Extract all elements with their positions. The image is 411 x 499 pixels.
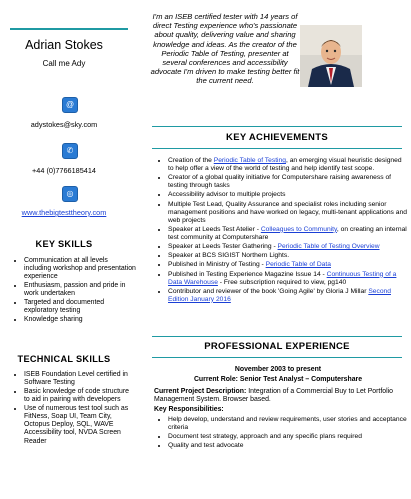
- achievement-text: Accessibility advisor to multiple projects: [168, 191, 286, 199]
- key-skills-list: [14, 257, 136, 325]
- project-description: [154, 388, 402, 405]
- achievement-item: [168, 157, 408, 173]
- professional-experience-title: PROFESSIONAL EXPERIENCE: [204, 341, 350, 352]
- achievements-rule-top: [152, 126, 402, 127]
- achievement-text: Speaker at Leeds Tester Gathering -: [168, 242, 278, 250]
- responsibilities-label: Key Responsibilities:: [154, 406, 224, 413]
- achievement-text: Published in Ministry of Testing -: [168, 261, 266, 269]
- achievement-item: [168, 261, 408, 269]
- achievement-text: Speaker at BCS SIGIST Northern Lights.: [168, 252, 290, 260]
- achievement-text: Published in Testing Experience Magazine Issue 14 -: [168, 270, 327, 278]
- achievements-rule-bottom: [152, 148, 402, 149]
- achievement-text: Creator of a global quality initiative for Computershare raising awareness of testing through tasks: [168, 174, 392, 190]
- achievement-item: [168, 226, 408, 242]
- website-link[interactable]: www.thebigtesttheory.com: [21, 208, 107, 217]
- list-item: • Help develop, understand and review requirements, user stories and acceptance criteria: [168, 416, 408, 432]
- key-achievements-list: [158, 157, 408, 305]
- achievement-link[interactable]: Continuous Testing of a Data Warehouse: [168, 270, 397, 286]
- phone-text[interactable]: +44 (0)7766185414: [32, 166, 96, 175]
- web-icon: ◎: [62, 186, 78, 202]
- achievement-link[interactable]: Colleagues to Community: [260, 225, 337, 233]
- achievement-link[interactable]: Periodic Table of Testing Overview: [277, 242, 380, 250]
- phone-icon: ✆: [62, 143, 78, 159]
- achievement-item: [168, 191, 408, 199]
- list-item: • Targeted and documented exploratory testing: [24, 299, 136, 315]
- achievement-text: Speaker at Leeds Test Atelier -: [168, 225, 261, 233]
- achievement-link[interactable]: Periodic Table of Testing: [213, 157, 286, 164]
- email-text[interactable]: adystokes@sky.com: [30, 120, 98, 129]
- achievement-item: [168, 271, 408, 287]
- achievement-text: , on creating an internal test community at Computershare: [168, 225, 407, 241]
- list-item: • Enthusiasm, passion and pride in work undertaken: [24, 282, 136, 298]
- experience-rule-top: [152, 336, 402, 337]
- key-skills-title: KEY SKILLS: [35, 239, 93, 249]
- achievement-text: , an emerging visual heuristic designed to help offer a view of the world of testing and help identify test scope.: [168, 157, 402, 172]
- achievement-text: Contributor and reviewer of the book 'Going Agile' by Gloria J Millar: [168, 287, 369, 295]
- achievement-item: [168, 252, 408, 260]
- project-description-text: Integration of a Commercial Buy to Let Portfolio Management System. Browser based.: [154, 388, 393, 404]
- list-item: • Quality and test advocate: [168, 442, 408, 450]
- intro-paragraph: I'm an ISEB certified tester with 14 years of direct Testing experience who's passionate about quality, delivering value and sharing knowledge and ideas. As the creator of the Periodic Table of Testing, presenter at several conferences and accessibility advocate I'm driven to make testing better fit the current need.: [150, 12, 300, 86]
- key-achievements-title: KEY ACHIEVEMENTS: [226, 132, 328, 143]
- top-left-rule: [10, 28, 128, 30]
- responsibilities-list: [158, 416, 408, 452]
- experience-rule-bottom: [152, 357, 402, 358]
- list-item: • ISEB Foundation Level certified in Software Testing: [24, 371, 136, 387]
- achievement-item: [168, 201, 408, 225]
- achievement-text: Multiple Test Lead, Quality Assurance and specialist roles including senior management positions and have worked on legacy, multi-tenant applications and web projects: [168, 200, 407, 224]
- achievement-item: [168, 288, 408, 304]
- person-name: Adrian Stokes: [25, 38, 103, 52]
- achievement-link[interactable]: Periodic Table of Data: [265, 261, 331, 269]
- list-item: • Document test strategy, approach and any specific plans required: [168, 433, 408, 441]
- achievement-item: [168, 174, 408, 190]
- technical-skills-title: TECHNICAL SKILLS: [17, 354, 111, 364]
- email-icon: @: [62, 97, 78, 113]
- experience-role: Current Role: Senior Test Analyst – Computershare: [193, 376, 363, 383]
- list-item: • Communication at all levels including workshop and presentation experience: [24, 257, 136, 282]
- achievement-text: - Free subscription required to view, pg140: [217, 278, 347, 286]
- list-item: • Use of numerous test tool such as FitNess, Soap UI, Team City, Octopus Deploy, SQL, WAVE Accessibility tool, NVDA Screen Reader: [24, 405, 136, 446]
- experience-date: November 2003 to present: [234, 366, 322, 373]
- achievement-link[interactable]: Second Edition January 2016: [168, 287, 391, 303]
- technical-skills-list: [14, 371, 136, 446]
- achievement-text: Creation of the: [168, 157, 214, 164]
- list-item: • Basic knowledge of code structure to aid in pairing with developers: [24, 388, 136, 404]
- project-description-label: Current Project Description:: [154, 388, 247, 395]
- nickname: Call me Ady: [42, 59, 86, 68]
- achievement-item: [168, 243, 408, 251]
- list-item: • Knowledge sharing: [24, 316, 136, 324]
